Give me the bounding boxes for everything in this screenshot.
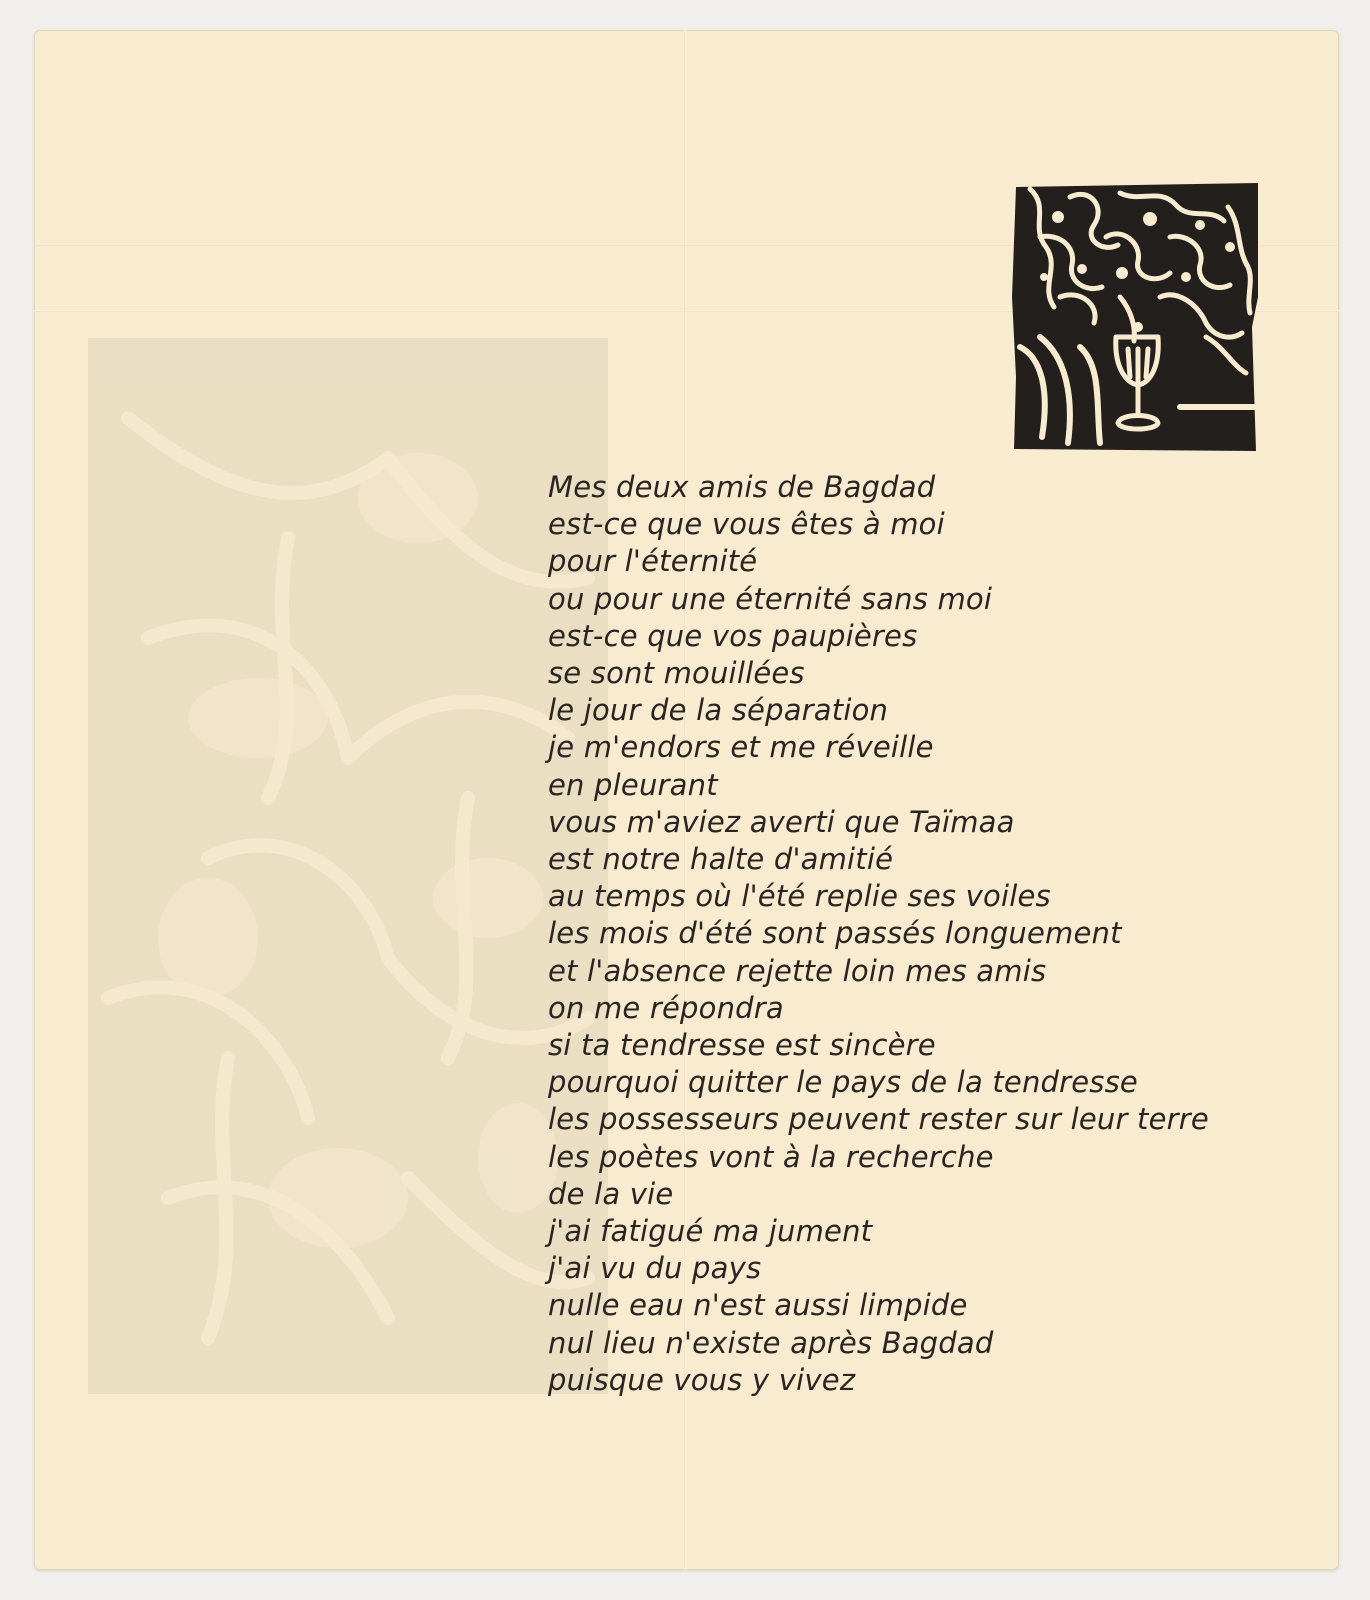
poem-line: pourquoi quitter le pays de la tendresse: [548, 1065, 1138, 1100]
book-page: [34, 30, 1339, 1570]
poem-line: les poètes vont à la recherche: [548, 1139, 994, 1174]
poem-line: j'ai fatigué ma jument: [548, 1214, 873, 1249]
poem-line: est notre halte d'amitié: [548, 842, 894, 877]
poem-line: j'ai vu du pays: [548, 1251, 762, 1286]
poem-line: on me répondra: [548, 990, 784, 1025]
poem-line: est-ce que vos paupières: [548, 618, 918, 653]
poem-line: nulle eau n'est aussi limpide: [548, 1288, 968, 1323]
poem-line: au temps où l'été replie ses voiles: [548, 879, 1051, 914]
poem-line: puisque vous y vivez: [548, 1362, 856, 1397]
poem-line: se sont mouillées: [548, 656, 805, 691]
poem-line: pour l'éternité: [548, 544, 758, 579]
woodcut-illustration: [1010, 177, 1258, 451]
show-through-woodcut: [88, 338, 608, 1394]
poem-line: est-ce que vous êtes à moi: [548, 507, 945, 542]
poem-line: si ta tendresse est sincère: [548, 1028, 936, 1063]
poem-line: ou pour une éternité sans moi: [548, 581, 993, 616]
poem-line: je m'endors et me réveille: [548, 730, 934, 765]
poem: [548, 469, 1308, 1399]
poem-line: en pleurant: [548, 767, 718, 802]
poem-line: et l'absence rejette loin mes amis: [548, 953, 1047, 988]
poem-line: le jour de la séparation: [548, 693, 889, 728]
poem-line: de la vie: [548, 1176, 674, 1211]
poem-line: les mois d'été sont passés longuement: [548, 916, 1122, 951]
poem-line: Mes deux amis de Bagdad: [548, 470, 936, 504]
poem-line: vous m'aviez averti que Taïmaa: [548, 804, 1015, 839]
poem-line: nul lieu n'existe après Bagdad: [548, 1325, 994, 1360]
poem-line: les possesseurs peuvent rester sur leur terre: [548, 1102, 1209, 1137]
